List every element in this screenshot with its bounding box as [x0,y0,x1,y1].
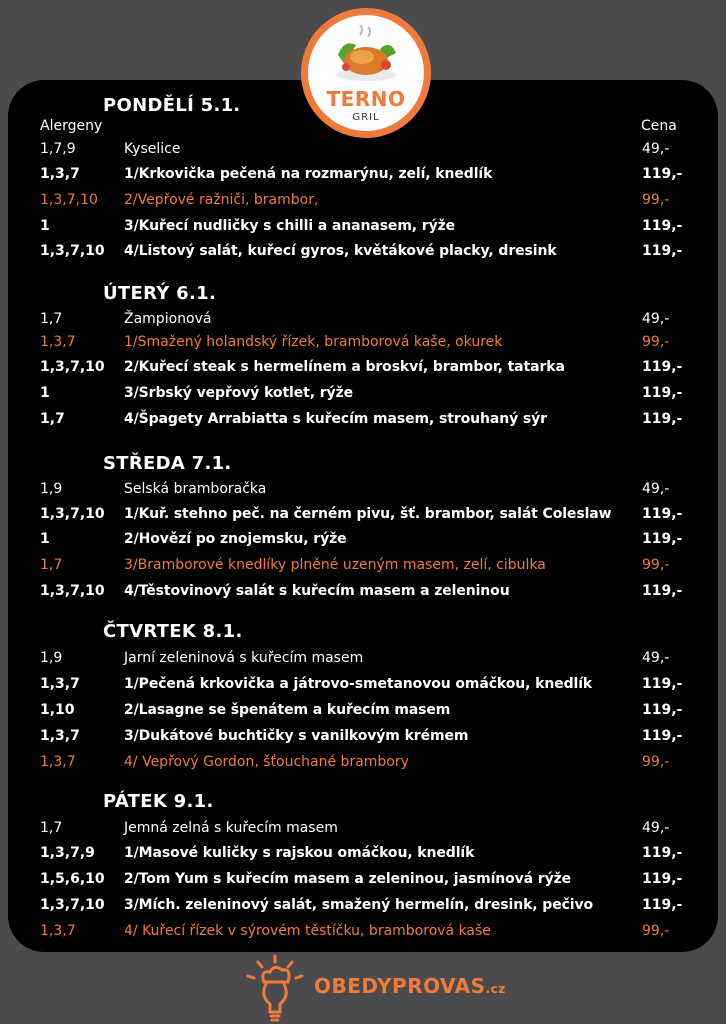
dish-price: 99,- [642,923,670,939]
dish-row [0,754,726,778]
footer-brand-name: OBEDYPROVAS [314,974,486,998]
dish-row [0,411,726,435]
dish-name: 3/Dukátové buchtičky s vanilkovým krémem [124,728,469,744]
allergens-value: 1,7 [40,411,65,427]
logo-subtitle: GRIL [352,112,380,123]
day-title: ÚTERÝ 6.1. [103,283,217,304]
dish-row [0,218,726,242]
dish-price: 119,- [642,166,683,182]
dish-row [0,871,726,895]
dish-name: 4/ Kuřecí řízek v sýrovém těstíčku, bramborová kaše [124,923,491,939]
dish-row [0,531,726,555]
allergens-value: 1,3,7 [40,923,76,939]
allergens-value: 1 [40,218,50,234]
day-title: ČTVRTEK 8.1. [103,621,243,642]
dish-price: 99,- [642,557,670,573]
allergens-value: 1,3,7 [40,334,76,350]
dish-price: 119,- [642,583,683,599]
dish-row [0,583,726,607]
footer-brand-tld: .cz [485,982,506,996]
allergens-value: 1,10 [40,702,75,718]
dish-price: 119,- [642,243,683,259]
allergens-value: 1,3,7,10 [40,583,105,599]
allergens-value: 1,3,7 [40,166,80,182]
dish-row [0,506,726,530]
dish-row [0,923,726,947]
dish-price: 99,- [642,334,670,350]
dish-name: 1/Kuř. stehno peč. na černém pivu, šť. brambor, salát Coleslaw [124,506,612,522]
allergens-value: 1,3,7,10 [40,243,105,259]
dish-name: Žampionová [124,311,212,327]
dish-name: 4/Listový salát, kuřecí gyros, květákové placky, dresink [124,243,557,259]
allergens-value: 1,7,9 [40,141,76,157]
dish-name: Jarní zeleninová s kuřecím masem [124,650,364,666]
dish-name: 2/Tom Yum s kuřecím masem a zeleninou, jasmínová rýže [124,871,572,887]
dish-price: 119,- [642,702,683,718]
day-title: STŘEDA 7.1. [103,453,232,474]
day-title: PONDĚLÍ 5.1. [103,95,241,116]
allergens-value: 1,3,7,10 [40,506,105,522]
dish-name: Jemná zelná s kuřecím masem [124,820,338,836]
allergens-value: 1,3,7 [40,676,80,692]
dish-row [0,845,726,869]
dish-price: 119,- [642,359,683,375]
logo-brand-name: TERNO [326,87,406,111]
dish-price: 119,- [642,728,683,744]
allergens-value: 1,3,7 [40,728,80,744]
allergens-value: 1,9 [40,650,63,666]
dish-price: 119,- [642,411,683,427]
soup-row [0,820,726,844]
dish-name: 2/Kuřecí steak s hermelínem a broskví, brambor, tatarka [124,359,565,375]
dish-row [0,359,726,383]
dish-name: 3/Bramborové knedlíky plněné uzeným masem, zelí, cibulka [124,557,546,573]
allergens-value: 1,3,7 [40,754,76,770]
dish-price: 99,- [642,192,670,208]
dish-name: 1/Smažený holandský řízek, bramborová kaše, okurek [124,334,503,350]
dish-row [0,728,726,752]
soup-row [0,481,726,505]
dish-name: 4/ Vepřový Gordon, šťouchané brambory [124,754,409,770]
dish-name: 2/Vepřové ražniči, brambor, [124,192,319,208]
dish-price: 49,- [642,141,670,157]
dish-row [0,334,726,358]
dish-name: 2/Hovězí po znojemsku, rýže [124,531,347,547]
dish-price: 119,- [642,218,683,234]
allergens-value: 1 [40,385,50,401]
dish-price: 119,- [642,676,683,692]
dish-name: 4/Těstovinový salát s kuřecím masem a zeleninou [124,583,510,599]
dish-name: 3/Mích. zeleninový salát, smažený hermelín, dresink, pečivo [124,897,594,913]
dish-price: 119,- [642,897,683,913]
dish-price: 119,- [642,871,683,887]
dish-name: 3/Srbský vepřový kotlet, rýže [124,385,353,401]
allergens-value: 1,3,7,10 [40,359,105,375]
dish-name: Kyselice [124,141,181,157]
dish-name: 1/Masové kuličky s rajskou omáčkou, knedlík [124,845,475,861]
price-column-header: Cena [641,118,677,134]
terno-gril-logo [301,8,431,138]
roast-chicken-icon [330,25,402,87]
allergens-value: 1 [40,531,50,547]
dish-row [0,385,726,409]
dish-name: 2/Lasagne se špenátem a kuřecím masem [124,702,451,718]
dish-row [0,243,726,267]
allergens-value: 1,9 [40,481,63,497]
dish-row [0,192,726,216]
soup-row [0,311,726,335]
dish-row [0,897,726,921]
footer-brand-text[interactable] [314,974,506,998]
allergens-column-header: Alergeny [40,118,103,134]
dish-name: 1/Krkovička pečená na rozmarýnu, zelí, knedlík [124,166,493,182]
obedyprovas-footer-logo [240,952,506,1024]
day-title: PÁTEK 9.1. [103,791,214,812]
dish-row [0,557,726,581]
dish-price: 119,- [642,845,683,861]
dish-price: 99,- [642,754,670,770]
dish-row [0,676,726,700]
soup-row [0,141,726,165]
dish-row [0,166,726,190]
dish-price: 119,- [642,506,683,522]
dish-price: 119,- [642,385,683,401]
soup-row [0,650,726,674]
dish-name: Selská bramboračka [124,481,267,497]
dish-row [0,702,726,726]
allergens-value: 1,3,7,10 [40,192,98,208]
dish-name: 3/Kuřecí nudličky s chilli a ananasem, rýže [124,218,456,234]
dish-price: 49,- [642,481,670,497]
dish-name: 4/Špagety Arrabiatta s kuřecím masem, strouhaný sýr [124,411,547,427]
allergens-value: 1,7 [40,311,63,327]
dish-price: 49,- [642,650,670,666]
dish-price: 49,- [642,820,670,836]
allergens-value: 1,5,6,10 [40,871,105,887]
allergens-value: 1,7 [40,557,63,573]
allergens-value: 1,7 [40,820,63,836]
dish-name: 1/Pečená krkovička a játrovo-smetanovou omáčkou, knedlík [124,676,593,692]
allergens-value: 1,3,7,9 [40,845,95,861]
allergens-value: 1,3,7,10 [40,897,105,913]
dish-price: 49,- [642,311,670,327]
dish-price: 119,- [642,531,683,547]
chef-bulb-icon [240,952,310,1024]
